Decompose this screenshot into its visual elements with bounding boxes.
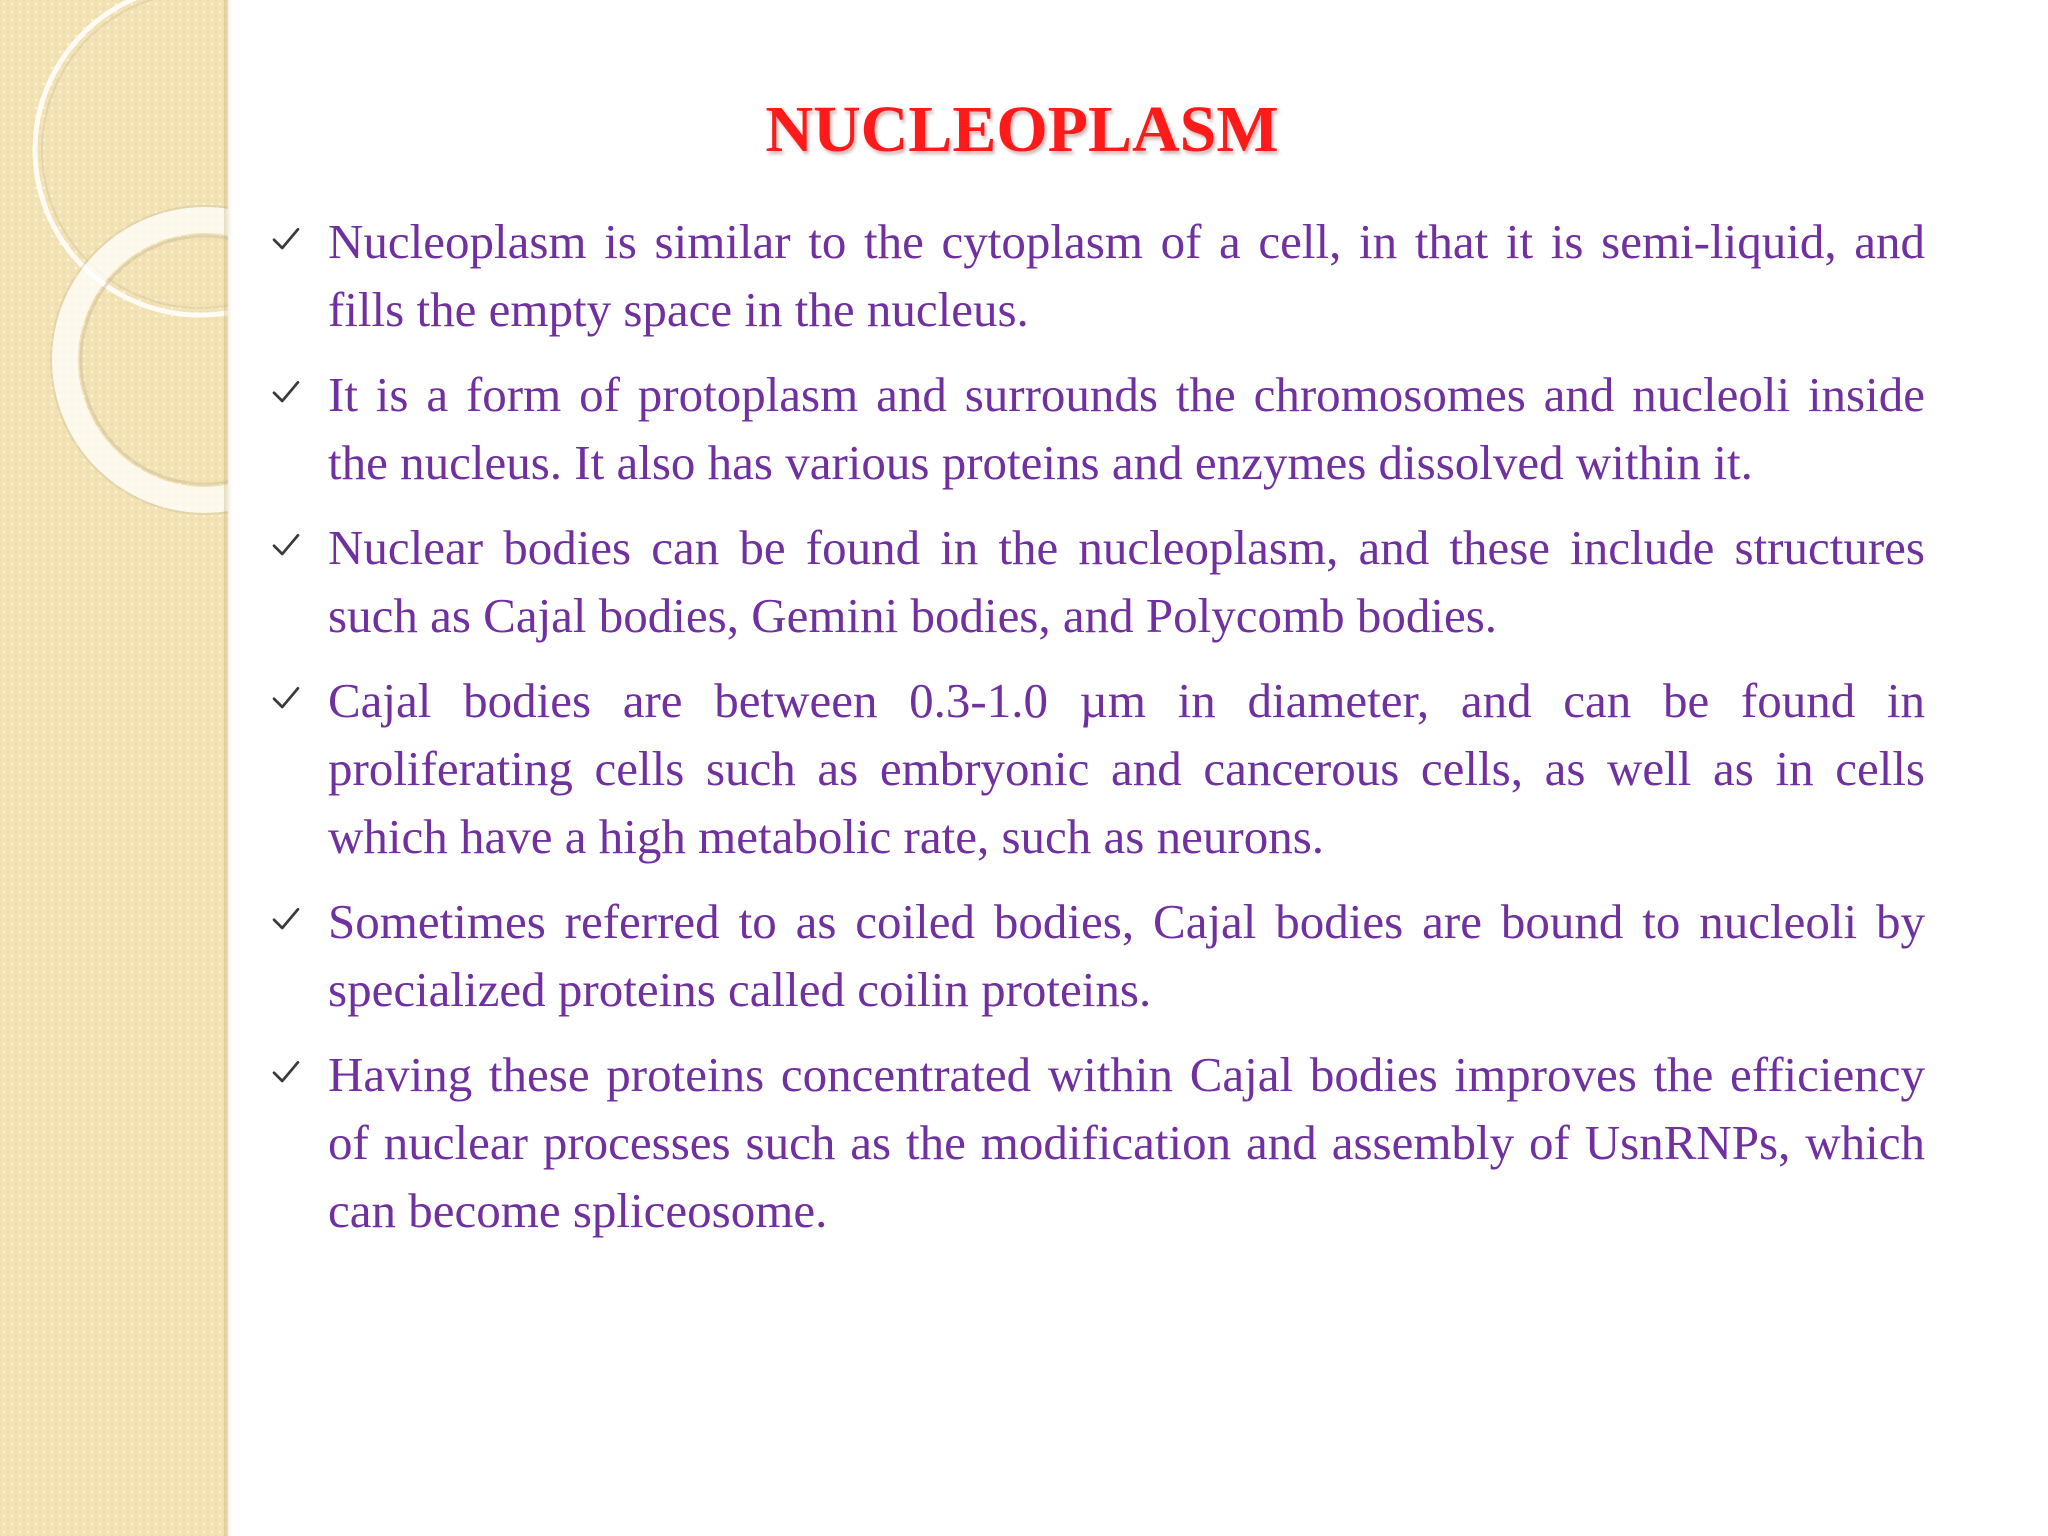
bullet-text: Nuclear bodies can be found in the nucleoplasm, and these include structures such as Cajal bodies, Gemini bodies, and Polycomb bodies. bbox=[328, 520, 1925, 643]
bullet-text: Cajal bodies are between 0.3-1.0 µm in diameter, and can be found in proliferating cells such as embryonic and cancerous cells, as well as in cells which have a high metabolic rate, such as neurons. bbox=[328, 673, 1925, 864]
bullet-item bbox=[250, 208, 1925, 344]
bullet-item bbox=[250, 514, 1925, 650]
slide-title: NUCLEOPLASM bbox=[765, 93, 1279, 166]
check-mark-icon bbox=[268, 374, 304, 410]
bullet-item bbox=[250, 1041, 1925, 1245]
bullet-text: Sometimes referred to as coiled bodies, Cajal bodies are bound to nucleoli by specialized proteins called coilin proteins. bbox=[328, 894, 1925, 1017]
decorative-side-band bbox=[0, 0, 228, 1536]
slide-title-container bbox=[0, 92, 2048, 168]
bullet-item bbox=[250, 361, 1925, 497]
check-mark-icon bbox=[268, 680, 304, 716]
bullet-text: Having these proteins concentrated within Cajal bodies improves the efficiency of nuclear processes such as the modification and assembly of UsnRNPs, which can become spliceosome. bbox=[328, 1047, 1925, 1238]
check-mark-icon bbox=[268, 901, 304, 937]
check-mark-icon bbox=[268, 221, 304, 257]
side-band-edge-shadow bbox=[224, 0, 232, 1536]
decorative-rings-graphic bbox=[0, 0, 228, 520]
bullet-item bbox=[250, 888, 1925, 1024]
bullet-item bbox=[250, 667, 1925, 871]
check-mark-icon bbox=[268, 1054, 304, 1090]
check-mark-icon bbox=[268, 527, 304, 563]
bullet-text: It is a form of protoplasm and surrounds the chromosomes and nucleoli inside the nucleus. It also has various proteins and enzymes dissolved within it. bbox=[328, 367, 1925, 490]
bullet-text: Nucleoplasm is similar to the cytoplasm of a cell, in that it is semi-liquid, and fills the empty space in the nucleus. bbox=[328, 214, 1925, 337]
bullet-list bbox=[250, 208, 1925, 1262]
